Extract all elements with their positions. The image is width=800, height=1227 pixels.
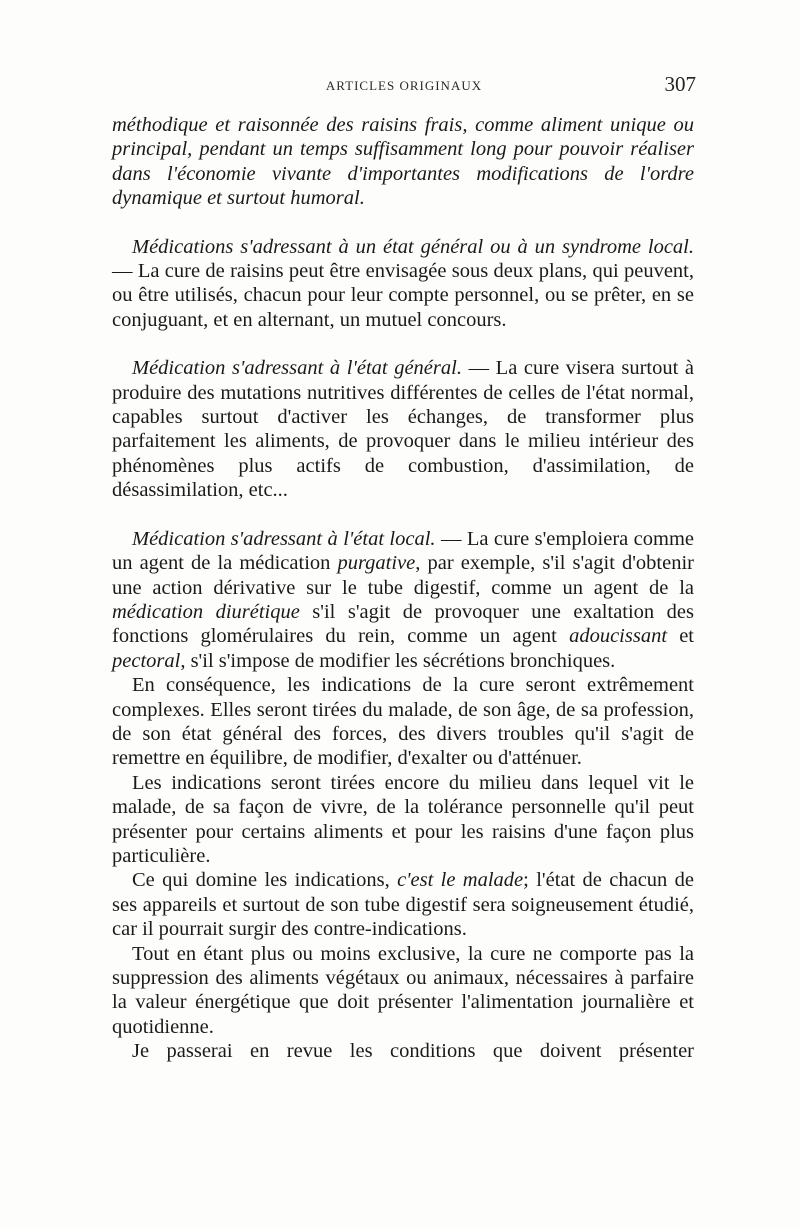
paragraph: Ce qui domine les indications, c'est le malade; l'état de chacun de ses appareils et surtout de son tube digestif sera soigneusement étudié, car il pourrait surgir des contre-indications. [112,869,694,941]
paragraph: Je passerai en revue les conditions que doivent présenter [132,1040,694,1063]
paragraph: En conséquence, les indications de la cure seront extrêmement complexes. Elles seront tirées du malade, de son âge, de sa profession, de son état général des forces, des divers troubles qu'il s'agit de remettre en équilibre, de modifier, d'exalter ou d'atténuer. [112,674,694,770]
paragraph: Tout en étant plus ou moins exclusive, la cure ne comporte pas la suppression des aliments végétaux ou animaux, nécessaires à parfaire la valeur énergétique que doit présenter l'alimentation journalière et quotidienne. [112,942,694,1038]
running-head [112,72,696,102]
paragraph: Médication s'adressant à l'état général. — La cure visera surtout à produire des mutations nutritives différentes de celles de l'état normal, capables surtout d'activer les échanges, de transformer plus parfaitement les aliments, de provoquer dans le milieu intérieur des phénomènes plus actifs de combustion, d'assimilation, de désassimilation, etc... [112,357,694,502]
paragraph: Médications s'adressant à un état général ou à un syndrome local. — La cure de raisins peut être envisagée sous deux plans, qui peuvent, ou être utilisés, chacun pour leur compte personnel, ou se prêter, en se conjuguant, et en alternant, un mutuel concours. [112,235,694,331]
paragraph: Les indications seront tirées encore du milieu dans lequel vit le malade, de sa façon de vivre, de la tolérance personnelle qu'il peut présenter pour certains aliments et pour les raisins d'une façon plus particulière. [112,771,694,867]
page-number: 307 [664,72,696,96]
running-title: ARTICLES ORIGINAUX [325,78,483,93]
paragraph: méthodique et raisonnée des raisins frais, comme aliment unique ou principal, pendant un temps suffisamment long pour pouvoir réaliser dans l'économie vivante d'importantes modifications de l'ordre dynamique et surtout humoral. [112,114,694,210]
body-text [112,113,694,1088]
paragraph: Médication s'adressant à l'état local. — La cure s'emploiera comme un agent de la médication purgative, par exemple, s'il s'agit d'obtenir une action dérivative sur le tube digestif, comme un agent de la médication diurétique s'il s'agit de provoquer une exaltation des fonctions glomérulaires du rein, comme un agent adoucissant et pectoral, s'il s'impose de modifier les sécrétions bronchiques. [112,527,694,672]
